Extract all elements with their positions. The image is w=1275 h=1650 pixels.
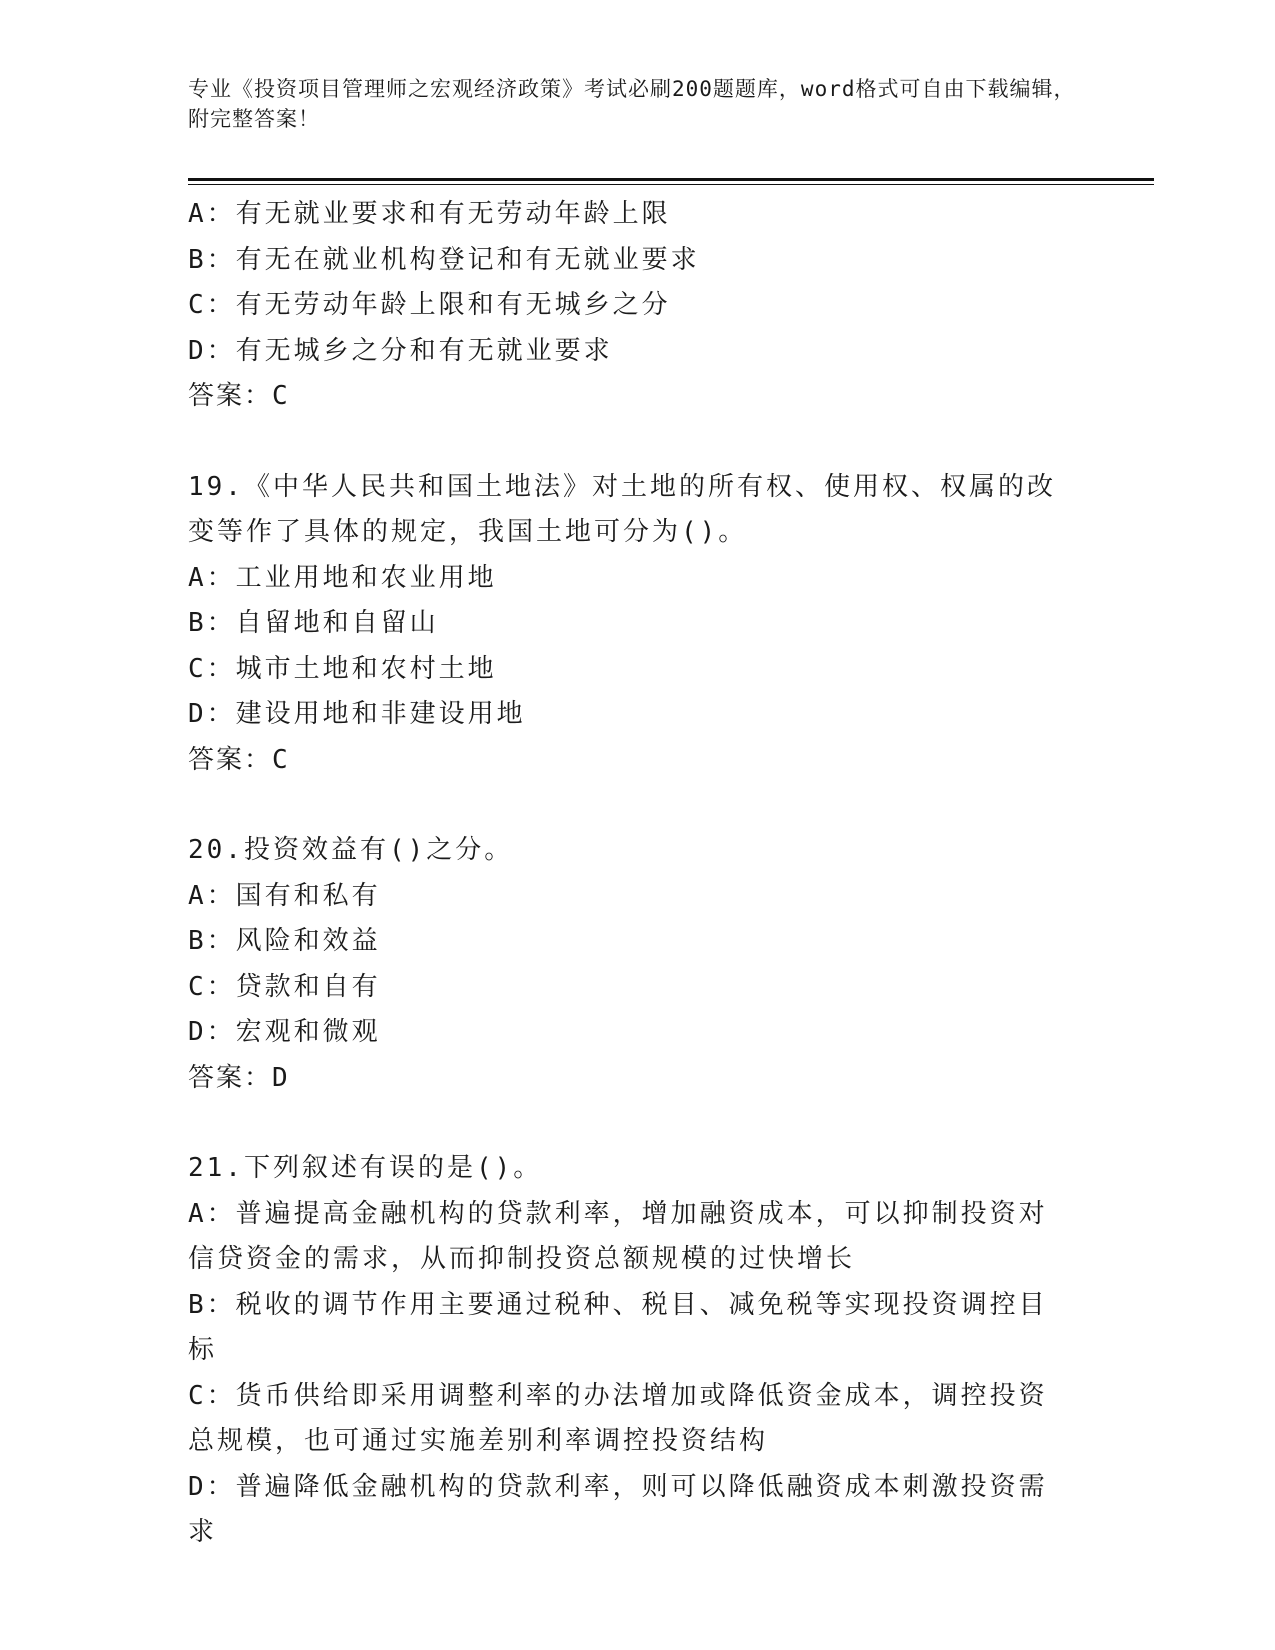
answer-label: 答案：C <box>188 381 290 411</box>
option-b: B：自留地和自留山 <box>188 608 439 638</box>
spacer <box>188 1101 1068 1146</box>
option-b: B：税收的调节作用主要通过税种、税目、减免税等实现投资调控目标 <box>188 1289 1048 1365</box>
header-divider <box>188 178 1154 181</box>
option-c: C：货币供给即采用调整利率的办法增加或降低资金成本，调控投资总规模，也可通过实施差别利率调控投资结构 <box>188 1380 1048 1456</box>
spacer <box>188 783 1068 828</box>
option-a: A：有无就业要求和有无劳动年龄上限 <box>188 199 671 229</box>
option-b: B：风险和效益 <box>188 926 381 956</box>
option-d: D：普遍降低金融机构的贷款利率，则可以降低融资成本刺激投资需求 <box>188 1471 1048 1547</box>
question-block-21 <box>188 1146 1068 1556</box>
option-d: D：宏观和微观 <box>188 1017 381 1047</box>
question-block-20 <box>188 828 1068 1101</box>
question-stem: 20.投资效益有()之分。 <box>188 835 514 865</box>
option-d: D：有无城乡之分和有无就业要求 <box>188 335 613 366</box>
question-stem: 19.《中华人民共和国土地法》对土地的所有权、使用权、权属的改变等作了具体的规定，我国土地可分为()。 <box>188 471 1056 547</box>
option-a: A：国有和私有 <box>188 880 381 911</box>
document-body <box>188 192 1068 1556</box>
option-b: B：有无在就业机构登记和有无就业要求 <box>188 244 700 275</box>
question-block-19 <box>188 465 1068 784</box>
document-header: 专业《投资项目管理师之宏观经济政策》考试必刷200题题库，word格式可自由下载编辑，附完整答案！ <box>188 77 1076 131</box>
question-stem: 21.下列叙述有误的是()。 <box>188 1153 543 1183</box>
spacer <box>188 420 1068 465</box>
option-c: C：贷款和自有 <box>188 971 381 1002</box>
answer-label: 答案：D <box>188 1062 290 1093</box>
option-c: C：城市土地和农村土地 <box>188 653 497 684</box>
option-d: D：建设用地和非建设用地 <box>188 699 526 729</box>
option-c: C：有无劳动年龄上限和有无城乡之分 <box>188 290 671 320</box>
option-a: A：普遍提高金融机构的贷款利率，增加融资成本，可以抑制投资对信贷资金的需求，从而抑制投资总额规模的过快增长 <box>188 1198 1048 1274</box>
option-a: A：工业用地和农业用地 <box>188 562 497 593</box>
answer-label: 答案：C <box>188 744 290 775</box>
question-block-18 <box>188 192 1068 420</box>
header-divider-thin <box>188 184 1154 185</box>
